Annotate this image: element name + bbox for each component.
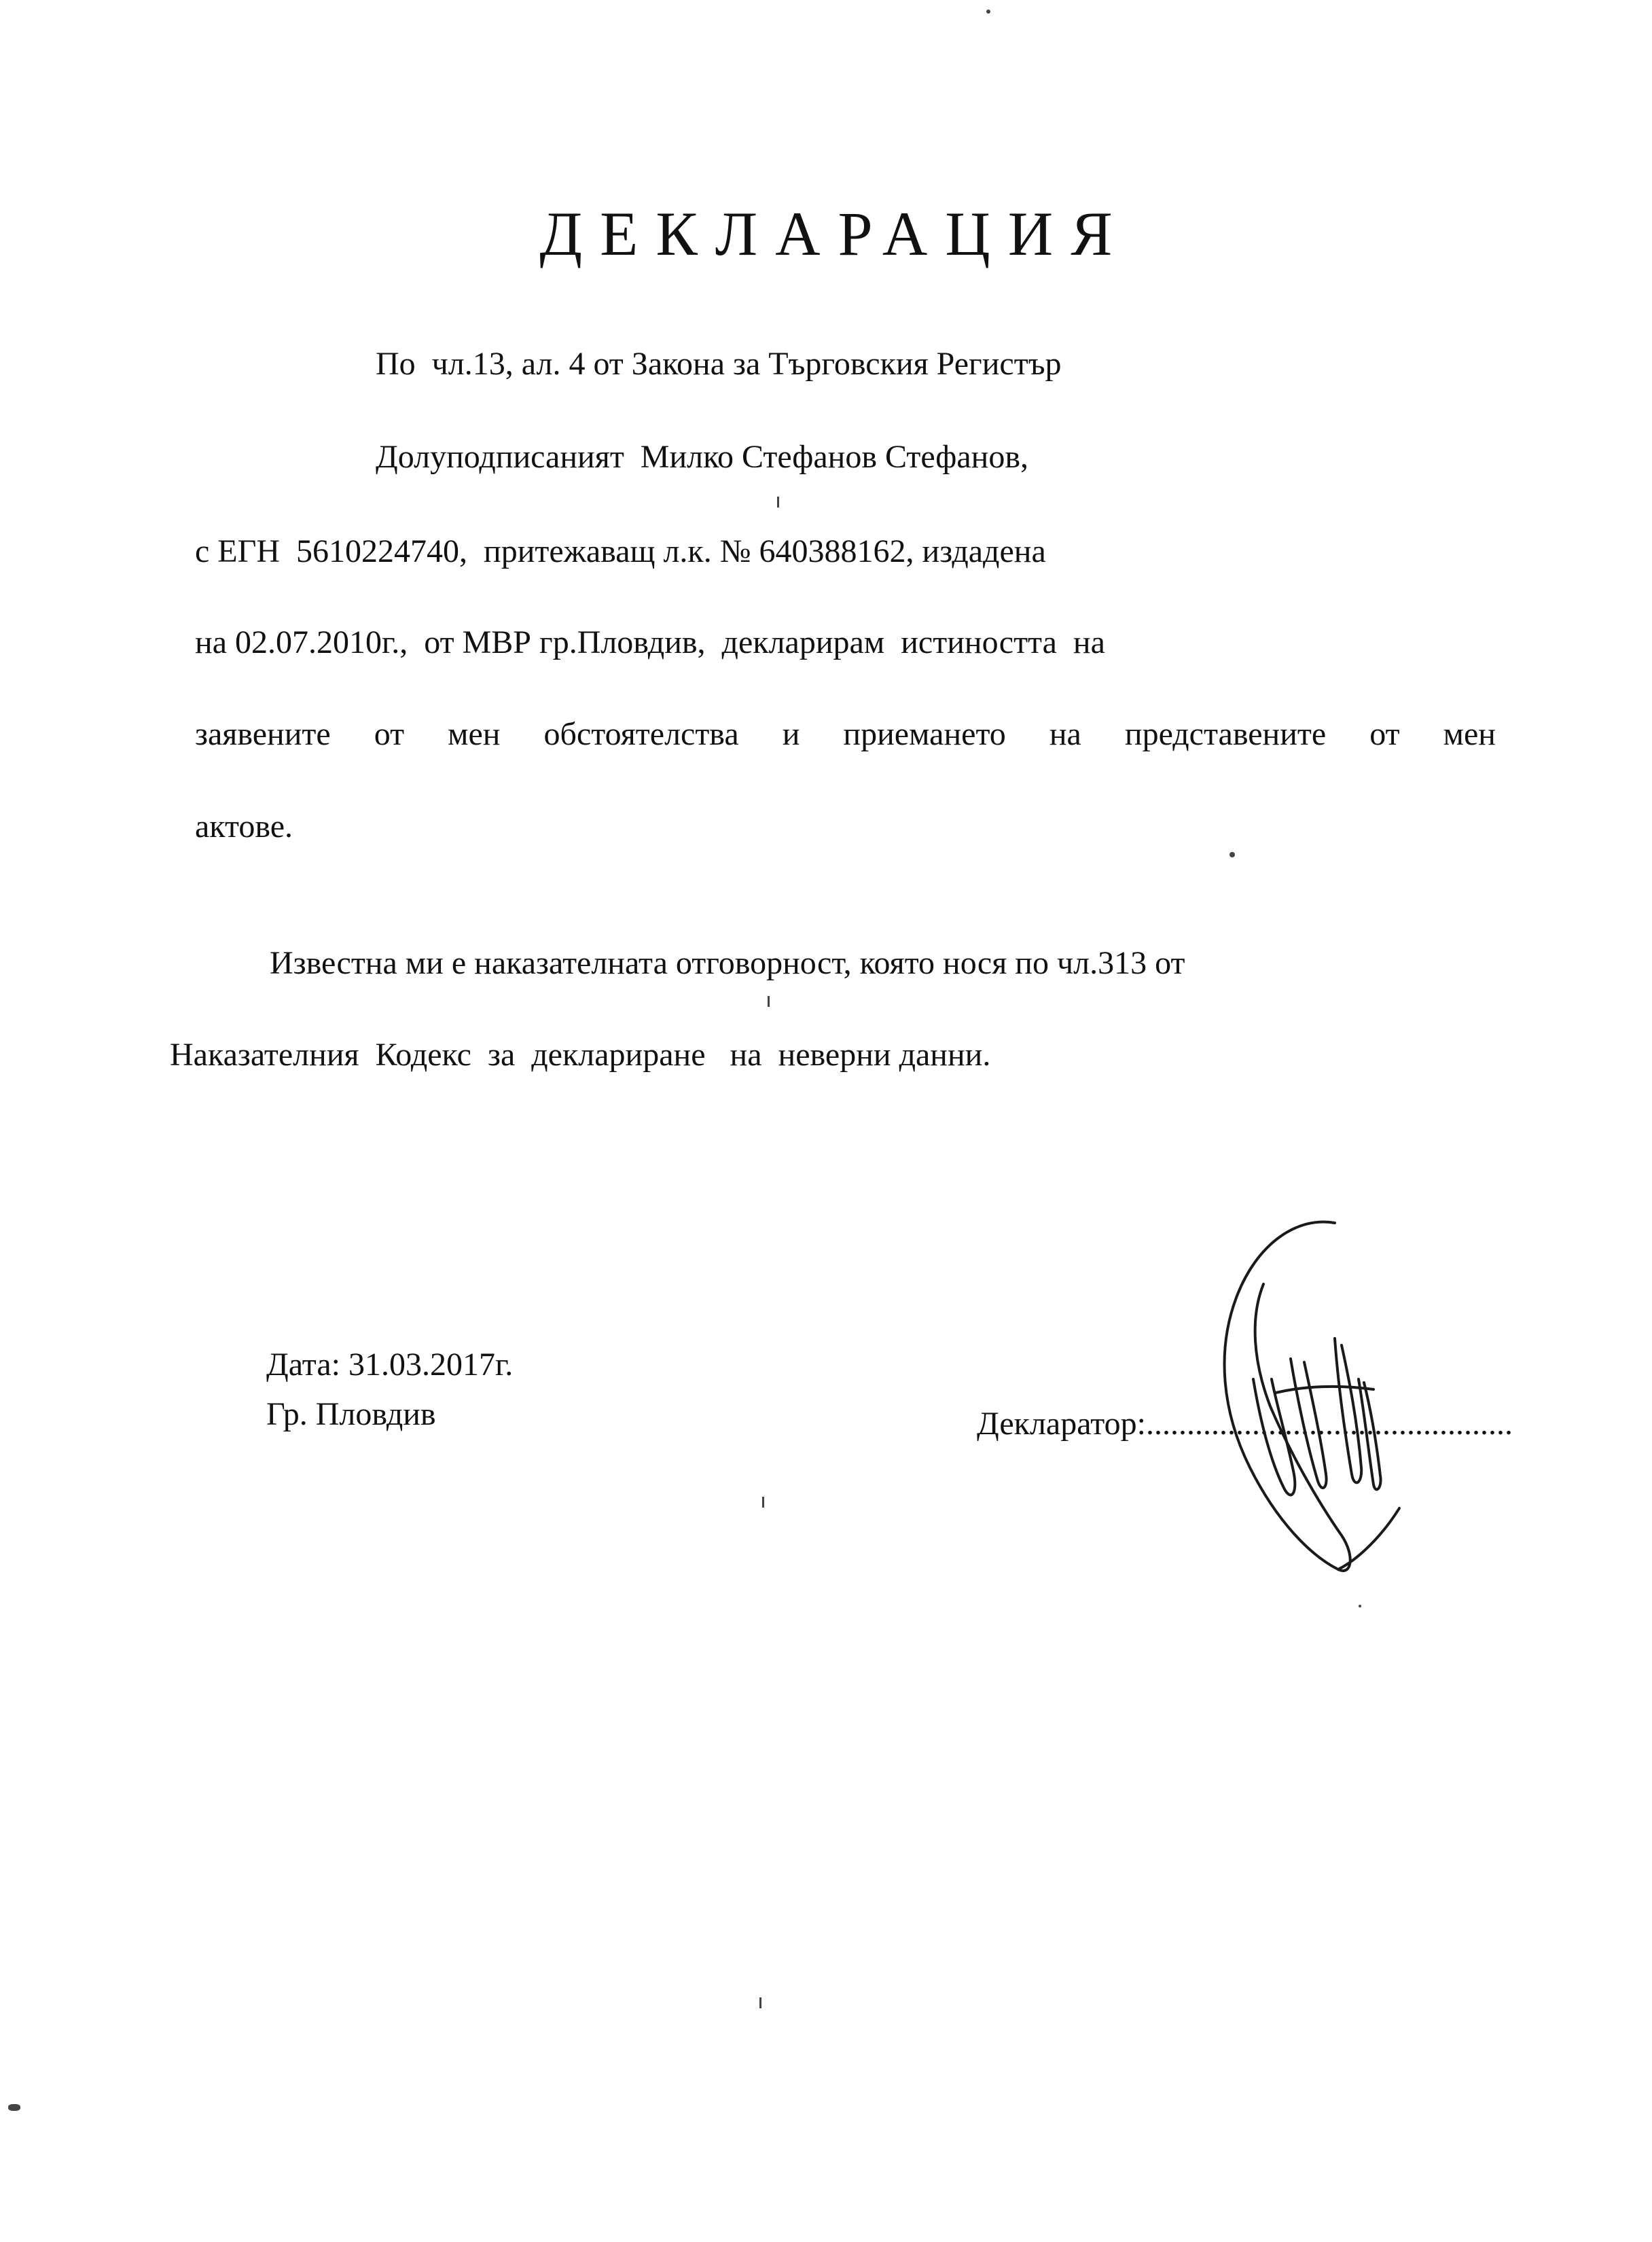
egn-line: с ЕГН 5610224740, притежаващ л.к. № 640388162, издадена: [195, 533, 1046, 569]
body-word: приемането: [843, 716, 1006, 752]
document-title: ДЕКЛАРАЦИЯ: [539, 199, 1130, 268]
date-line: Дата: 31.03.2017г.: [266, 1347, 514, 1383]
body-word: на: [1049, 716, 1081, 752]
liability-line: Известна ми е наказателната отговорност, която нося по чл.313 от: [270, 945, 1185, 981]
scan-speck: [762, 1497, 764, 1508]
criminal-code-line: Наказателния Кодекс за деклариране на неверни данни.: [170, 1037, 991, 1073]
scan-speck: [8, 2104, 20, 2111]
body-word: и: [782, 716, 800, 752]
body-word: от: [374, 716, 405, 752]
signature-icon: [1196, 1216, 1420, 1597]
body-word: заявените: [195, 716, 331, 752]
body-word: от: [1369, 716, 1400, 752]
declarant-line: Долуподписаният Милко Стефанов Стефанов,: [376, 439, 1029, 475]
scan-speck: [759, 1997, 761, 2008]
acts-line: актове.: [195, 808, 293, 844]
body-word: мен: [1443, 716, 1496, 752]
body-word: представените: [1124, 716, 1327, 752]
scan-speck: [768, 996, 770, 1007]
body-word: обстоятелства: [543, 716, 739, 752]
issued-line: на 02.07.2010г., от МВР гр.Пловдив, декларирам истиността на: [195, 624, 1105, 660]
city-line: Гр. Пловдив: [266, 1396, 436, 1432]
scan-speck: [1359, 1605, 1361, 1607]
declaration-body-line: [195, 718, 1496, 751]
legal-basis-line: По чл.13, ал. 4 от Закона за Търговския Регистър: [376, 346, 1062, 382]
body-word: мен: [448, 716, 501, 752]
scan-speck: [986, 10, 990, 14]
scan-speck: [1229, 852, 1235, 857]
declarator-line: Декларатор:.............................................: [977, 1406, 1513, 1442]
scan-speck: [777, 497, 779, 508]
